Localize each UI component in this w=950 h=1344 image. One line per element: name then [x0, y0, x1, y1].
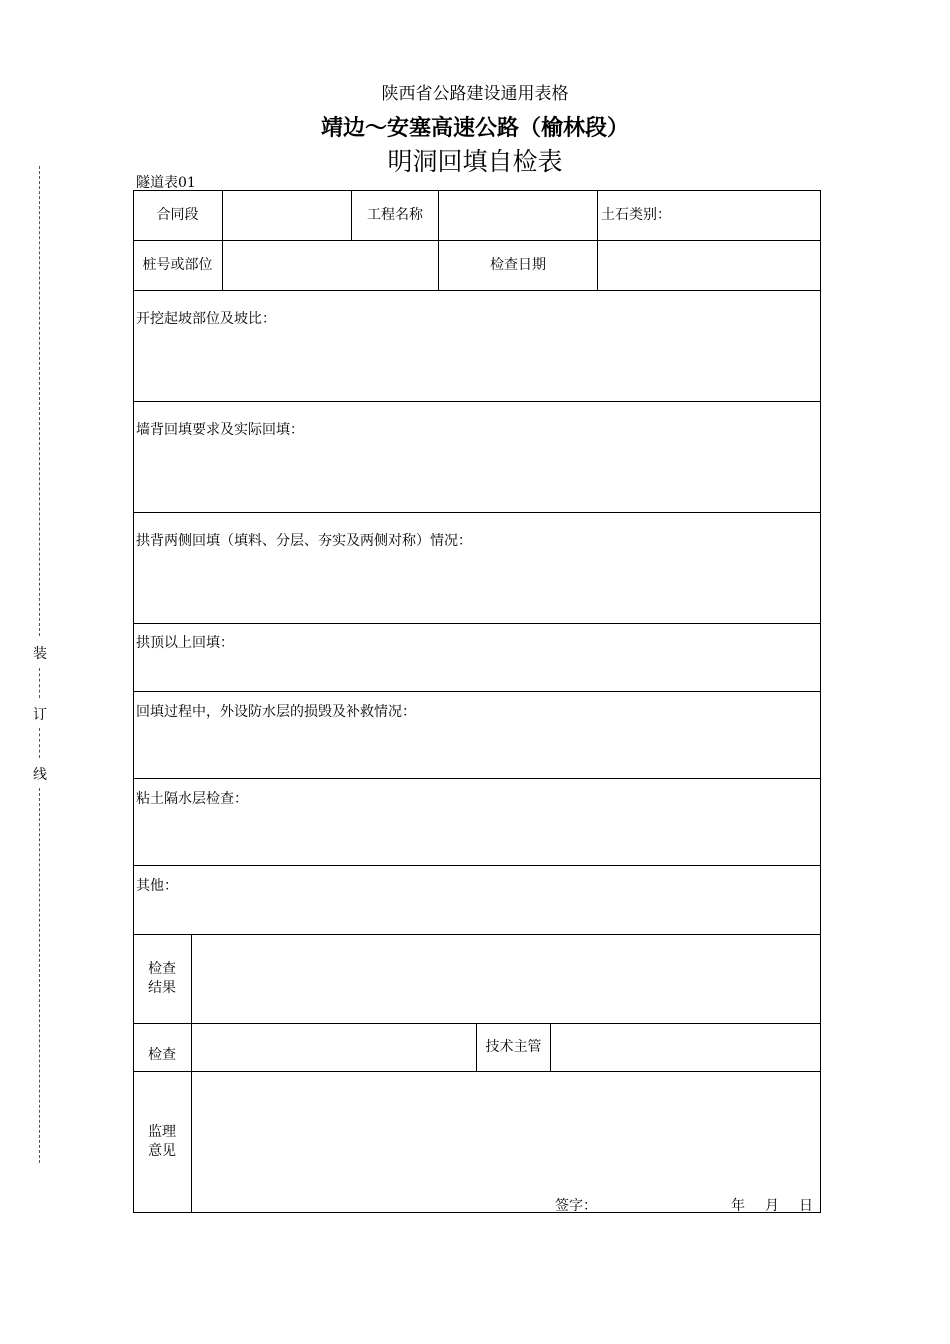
clay-layer-section[interactable]: 粘土隔水层检查：: [133, 779, 821, 866]
other-section[interactable]: 其他：: [133, 866, 821, 935]
inspection-date-label: 检查日期: [439, 241, 598, 291]
date-year-label: 年: [731, 1198, 745, 1214]
date-month-label: 月: [765, 1198, 779, 1214]
binding-char-zhuang: 装: [33, 646, 47, 662]
contract-label: 合同段: [133, 190, 223, 241]
excavation-section[interactable]: 开挖起坡部位及坡比：: [133, 291, 821, 402]
project-name-value[interactable]: [439, 190, 598, 241]
supervisor-label-line1: 监理: [148, 1124, 176, 1140]
date-day-label: 日: [799, 1198, 813, 1214]
binding-char-ding: 订: [33, 707, 47, 723]
binding-line-bottom: [39, 788, 40, 1163]
station-label: 桩号或部位: [133, 241, 223, 291]
form-title: 明洞回填自检表: [387, 147, 563, 176]
waterproof-section[interactable]: 回填过程中，外设防水层的损毁及补救情况：: [133, 692, 821, 779]
inspector-value[interactable]: [192, 1024, 477, 1072]
inspection-date-value[interactable]: [598, 241, 821, 291]
inspector-label: 检查: [133, 1024, 192, 1072]
arch-sides-section[interactable]: 拱背两侧回填（填料、分层、夯实及两侧对称）情况：: [133, 513, 821, 624]
wall-backfill-section[interactable]: 墙背回填要求及实际回填：: [133, 402, 821, 513]
signature-label: 签字：: [555, 1198, 597, 1214]
station-value[interactable]: [223, 241, 439, 291]
project-name-label: 工程名称: [352, 190, 439, 241]
result-label: [133, 935, 192, 1024]
result-value[interactable]: [192, 935, 821, 1024]
binding-line-middle-1: [39, 668, 40, 698]
supervisor-label-line2: 意见: [148, 1143, 176, 1159]
soil-type-field[interactable]: 土石类别：: [598, 190, 821, 241]
form-category-title: 陕西省公路建设通用表格: [381, 84, 569, 104]
project-title: 靖边～安塞高速公路（榆林段）: [320, 116, 629, 141]
binding-line-top: [39, 166, 40, 636]
form-number: 隧道表01: [136, 175, 196, 191]
binding-line-middle-2: [39, 728, 40, 758]
tech-supervisor-value[interactable]: [551, 1024, 821, 1072]
result-label-line2: 结果: [148, 980, 176, 996]
tech-supervisor-label: 技术主管: [477, 1024, 551, 1072]
above-crown-section[interactable]: 拱顶以上回填：: [133, 624, 821, 692]
supervisor-label: [133, 1072, 192, 1213]
binding-char-xian: 线: [33, 767, 47, 783]
supervisor-opinion[interactable]: [192, 1072, 821, 1213]
contract-value[interactable]: [223, 190, 352, 241]
result-label-line1: 检查: [148, 961, 176, 977]
